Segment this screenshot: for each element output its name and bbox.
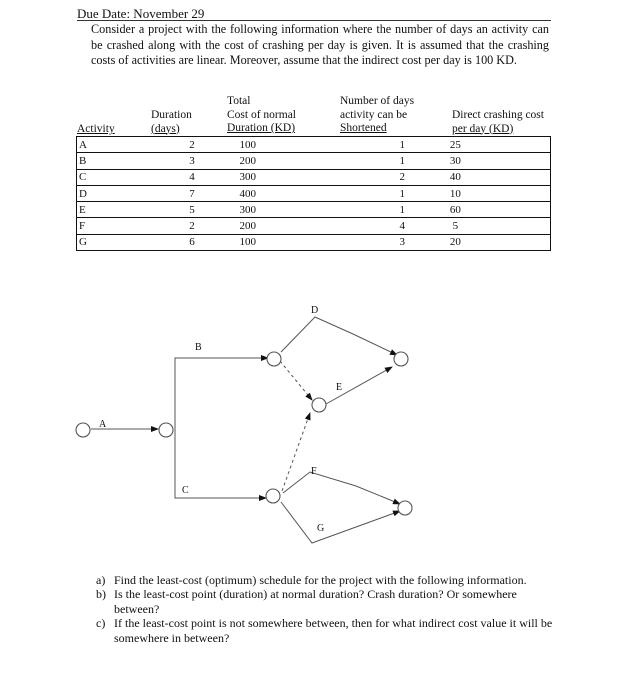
- cell-activity: C: [79, 171, 87, 184]
- cell-cost: 100: [239, 138, 256, 151]
- cell-cost: 400: [239, 187, 256, 200]
- due-date: Due Date: November 29: [77, 6, 205, 21]
- question-a-text: Find the least-cost (optimum) schedule for the project with the following information.: [114, 573, 527, 587]
- question-b: b): [96, 587, 106, 601]
- cell-direct: 60: [449, 203, 461, 216]
- cell-days: 1: [399, 138, 406, 151]
- cell-cost: 100: [239, 236, 256, 249]
- header-crash-days: Number of days activity can be Shortened: [340, 95, 415, 134]
- label-g: G: [317, 523, 325, 534]
- cell-cost: 200: [239, 220, 256, 233]
- node-2: [159, 423, 173, 437]
- cell-duration: 3: [189, 154, 195, 167]
- cell-days: 1: [399, 154, 406, 167]
- cell-duration: 2: [189, 138, 195, 151]
- cell-direct: 25: [449, 138, 461, 151]
- question-b-text: Is the least-cost point (duration) at normal duration? Crash duration? Or somewhere between?: [114, 587, 517, 616]
- header-cost: Total Cost of normal Duration (KD): [227, 95, 296, 134]
- cell-duration: 4: [189, 171, 195, 184]
- cell-days: 1: [399, 187, 406, 200]
- dummy-edge-2: [282, 413, 310, 491]
- cell-direct: 10: [449, 187, 461, 200]
- node-6: [394, 352, 408, 366]
- cell-activity: G: [79, 236, 87, 249]
- question-c: c): [96, 616, 106, 630]
- header-duration: Duration (days): [151, 109, 192, 135]
- cell-days: 1: [399, 203, 406, 216]
- edge-b: [175, 358, 268, 429]
- problem-intro: Consider a project with the following information where the number of days an activity can be crashed along with the cost of crashing per day is given. It is assumed that the crashing costs of activities are linear. Moreover, assume that the indirect cost per day is 100 KD.: [91, 22, 549, 67]
- cell-duration: 6: [189, 236, 195, 249]
- header-direct-cost: Direct crashing cost per day (KD): [452, 109, 544, 135]
- edge-d: [281, 317, 397, 355]
- cell-duration: 7: [189, 187, 195, 200]
- header-activity: Activity: [77, 123, 115, 135]
- cell-cost: 300: [239, 203, 256, 216]
- cell-direct: 30: [449, 154, 461, 167]
- node-start: [76, 423, 90, 437]
- node-end: [398, 501, 412, 515]
- edge-f: [283, 472, 400, 504]
- cell-days: 2: [399, 171, 406, 184]
- edge-g: [281, 502, 400, 543]
- cell-direct: 20: [449, 236, 461, 249]
- cell-activity: B: [79, 154, 87, 167]
- cell-direct: 5: [452, 220, 459, 233]
- label-b: B: [195, 342, 202, 353]
- node-5: [312, 398, 326, 412]
- cell-cost: 300: [239, 171, 256, 184]
- question-c-text: If the least-cost point is not somewhere between, then for what indirect cost value it will be somewhere in between?: [114, 616, 553, 645]
- cell-duration: 5: [189, 203, 195, 216]
- dummy-edge-1: [280, 361, 312, 400]
- cell-activity: F: [79, 220, 86, 233]
- node-4: [266, 489, 280, 503]
- cell-days: 3: [399, 236, 406, 249]
- label-a: A: [99, 419, 107, 430]
- cell-duration: 2: [189, 220, 195, 233]
- label-d: D: [311, 305, 319, 316]
- label-c: C: [182, 485, 189, 496]
- cell-cost: 200: [239, 154, 256, 167]
- label-e: E: [336, 382, 343, 393]
- cell-activity: A: [79, 138, 87, 151]
- node-3: [267, 352, 281, 366]
- cell-days: 4: [399, 220, 406, 233]
- label-f: F: [311, 466, 317, 477]
- cell-activity: D: [79, 187, 87, 200]
- cell-direct: 40: [449, 171, 461, 184]
- question-a: a): [96, 573, 106, 587]
- cell-activity: E: [79, 203, 86, 216]
